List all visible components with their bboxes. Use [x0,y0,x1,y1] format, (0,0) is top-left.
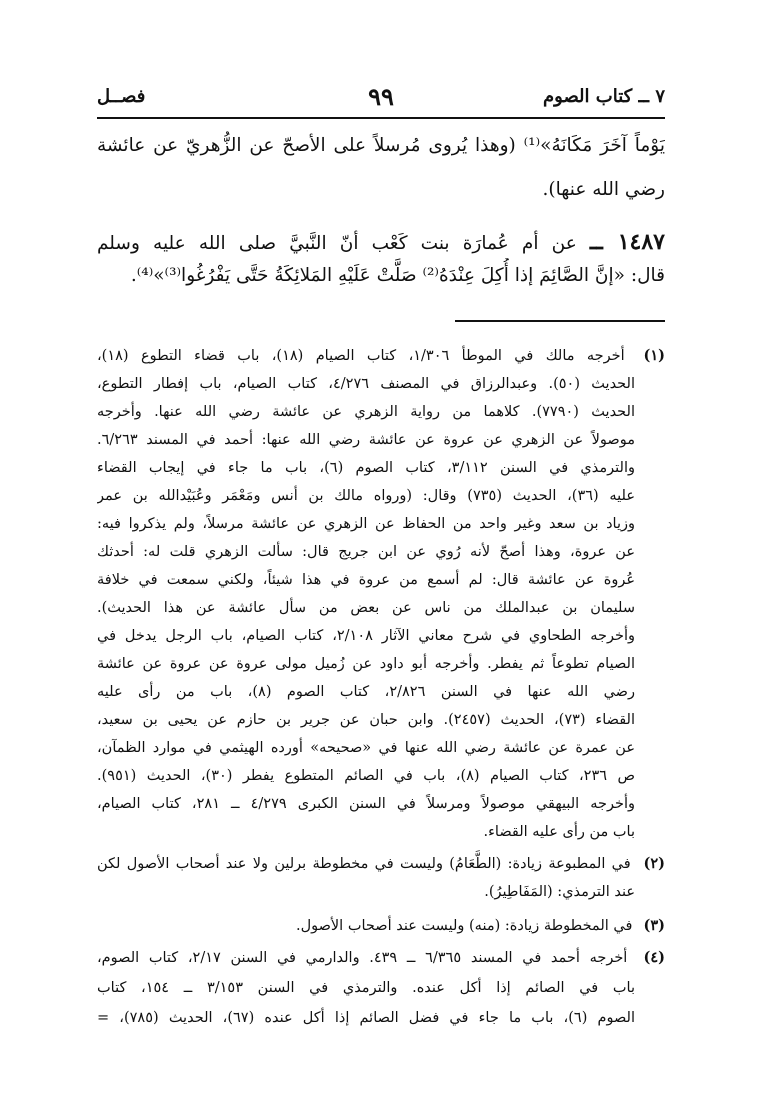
footnote-number: (٢) [643,855,665,872]
page-number: ٩٩ [368,82,394,111]
main-text-line: يَوْماً آخَرَ مَكَانَهُ»⁽¹⁾ (وهذا يُروى مُرسلاً على الأصحّ عن الزُّهريّ عن عائشة [97,135,665,156]
footnote-line: عن عروة، وهذا أصحّ لأنه رُوي عن ابن جريج قال: سألت الزهري قلت له: أحدثك [97,544,635,560]
footnote-line: عند الترمذي: (المَفَاطِيرُ). [484,884,635,900]
section-title: فصــل [97,86,146,107]
running-header [97,84,665,114]
hadith-line [97,224,665,262]
footnote-line: والترمذي في السنن ٣/١١٢، كتاب الصوم (٦)، باب ما جاء في إيجاب القضاء [97,460,635,476]
footnote-line: (٢) في المطبوعة زيادة: (الطَّعَامُ) وليست في مخطوطة برلين ولا عند أصحاب الأصول لكن [97,850,665,878]
footnote-line: عُروة عن عائشة قال: لم أسمع من عروة في هذا شيئاً، ولكني سمعت في خلافة [97,572,635,588]
footnote-line: القضاء (٧٣)، الحديث (٢٤٥٧). وابن حبان عن جرير بن حازم عن يحيى بن سعيد، [97,712,635,728]
footnote-line: وأخرجه البيهقي موصولاً ومرسلاً في السنن الكبرى ٤/٢٧٩ ــ ٢٨١، كتاب الصيام، [97,796,635,812]
hadith-text: عن أم عُمارَة بنت كَعْب أنّ النَّبيَّ صلى الله عليه وسلم [97,233,577,254]
footnote-line: الحديث (٧٧٩٠). كلاهما من رواية الزهري عن عائشة رضي الله عنها. وأخرجه [97,404,635,420]
footnote-separator [455,320,665,322]
footnote-line: (٤) أخرجه أحمد في المسند ٦/٣٦٥ ــ ٤٣٩. والدارمي في السنن ٢/١٧، كتاب الصوم، [97,944,665,972]
footnote-line: رضي الله عنها في السنن ٢/٨٢٦، كتاب الصوم (٨)، باب من رأى عليه [97,684,635,700]
footnote-line: (١) أخرجه مالك في الموطأ ١/٣٠٦، كتاب الصيام (١٨)، باب قضاء التطوع (١٨)، [97,342,665,370]
footnote-line: الحديث (٥٠). وعبدالرزاق في المصنف ٤/٢٧٦، كتاب الصيام، باب إفطار التطوع، [97,376,635,392]
main-text-line: قال: «إنَّ الصَّائِمَ إذا أُكِلَ عِنْدَهُ⁽²⁾ صَلَّتْ عَلَيْهِ المَلائِكَةُ حَتَّى يَفْرُغُوا⁽³⁾»⁽⁴⁾. [130,265,665,286]
footnote-number: (١) [643,347,665,364]
footnote-line: وأخرجه الطحاوي في شرح معاني الآثار ٢/١٠٨، كتاب الصيام، باب الرجل يدخل في [97,628,635,644]
hadith-number: ١٤٨٧ ــ [589,229,665,255]
footnote-line: موصولاً عن الزهري عن عروة عن عائشة رضي الله عنها: أحمد في المسند ٦/٢٦٣. [97,432,635,448]
footnote-line: الصوم (٦)، باب ما جاء في فضل الصائم إذا أكل عنده (٦٧)، الحديث (٧٨٥)، = [97,1010,635,1026]
header-rule [97,117,665,119]
footnote-line: عليه (٣٦)، الحديث (٧٣٥) وقال: (ورواه مالك بن أنس ومَعْمَر وعُبَيْدالله بن عمر [97,488,635,504]
footnote-line: (٣) في المخطوطة زيادة: (منه) وليست عند أصحاب الأصول. [97,912,665,940]
footnote-line: سليمان بن عبدالملك من ناس عن بعض من سأل عائشة عن هذا الحديث). [97,600,635,616]
footnote-line: وزياد بن سعد وغير واحد من الحفاظ عن الزهري عن عائشة مرسلاً، ولم يذكروا فيه: [97,516,635,532]
footnote-number: (٤) [643,949,665,966]
footnote-line: ص ٢٣٦، كتاب الصيام (٨)، باب في الصائم المتطوع يفطر (٣٠)، الحديث (٩٥١). [97,768,635,784]
footnote-line: باب من رأى عليه القضاء. [483,824,635,840]
footnote-line: الصيام تطوعاً ثم يفطر. وأخرجه أبو داود عن زُميل مولى عروة عن عروة عن عائشة [97,656,635,672]
footnote-line: عن عمرة عن عائشة رضي الله عنها في «صحيحه» أورده الهيثمي في موارد الظمآن، [97,740,635,756]
chapter-title: ٧ ــ كتاب الصوم [543,86,665,107]
footnote-line: باب في الصائم إذا أكل عنده. والترمذي في السنن ٣/١٥٣ ــ ١٥٤، كتاب [97,980,635,996]
main-text-line: رضي الله عنها). [542,179,665,200]
footnote-number: (٣) [643,917,665,934]
